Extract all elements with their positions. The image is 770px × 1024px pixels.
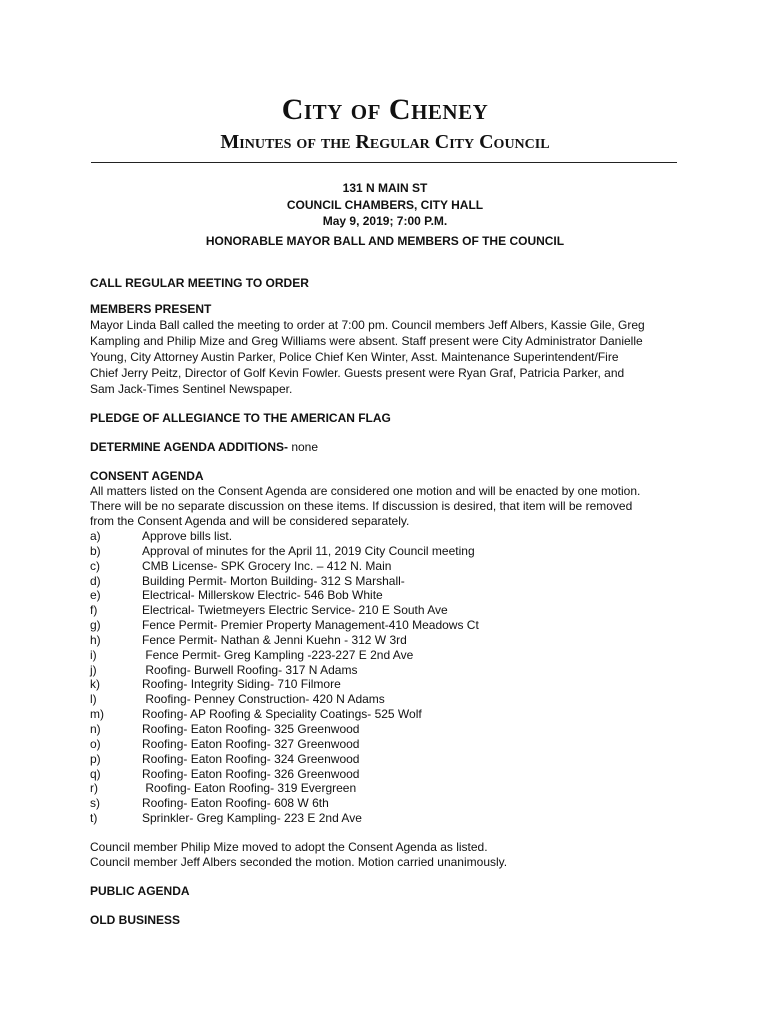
minutes-body: [90, 276, 685, 928]
consent-item: [90, 722, 685, 737]
call-to-order-heading: CALL REGULAR MEETING TO ORDER: [90, 276, 309, 290]
consent-item-letter: p): [90, 751, 101, 766]
pledge-heading: PLEDGE OF ALLEGIANCE TO THE AMERICAN FLAG: [90, 411, 391, 425]
motion-line: Council member Jeff Albers seconded the motion. Motion carried unanimously.: [90, 854, 508, 869]
header-divider: [91, 162, 677, 163]
motion-line: Council member Philip Mize moved to adopt the Consent Agenda as listed.: [90, 839, 488, 854]
consent-agenda-heading: CONSENT AGENDA: [90, 469, 204, 483]
consent-item-letter: b): [90, 543, 101, 558]
consent-item-letter: d): [90, 573, 101, 588]
consent-item-text: Fence Permit- Nathan & Jenni Kuehn - 312 W 3rd: [142, 632, 407, 647]
consent-item-text: Roofing- Burwell Roofing- 317 N Adams: [142, 662, 358, 677]
consent-item-letter: h): [90, 632, 101, 647]
consent-item-letter: s): [90, 796, 100, 811]
agenda-additions: [90, 440, 685, 455]
consent-item: [90, 618, 685, 633]
consent-item-letter: g): [90, 618, 101, 633]
agenda-additions-heading: DETERMINE AGENDA ADDITIONS-: [90, 440, 288, 454]
consent-item: [90, 752, 685, 767]
consent-item-text: Fence Permit- Premier Property Management-410 Meadows Ct: [142, 618, 479, 633]
consent-item-letter: o): [90, 736, 101, 751]
document-header: [0, 92, 770, 154]
consent-item: [90, 811, 685, 826]
consent-item: [90, 603, 685, 618]
consent-item-letter: m): [90, 707, 104, 722]
consent-item-letter: r): [90, 781, 98, 796]
consent-item: [90, 574, 685, 589]
consent-item-text: Roofing- Eaton Roofing- 324 Greenwood: [142, 751, 360, 766]
document-subtitle: Minutes of the Regular City Council: [220, 131, 550, 153]
consent-item: [90, 544, 685, 559]
old-business-heading: OLD BUSINESS: [90, 912, 181, 927]
consent-item-text: CMB License- SPK Grocery Inc. – 412 N. Main: [142, 558, 392, 573]
consent-item-text: Fence Permit- Greg Kampling -223-227 E 2nd Ave: [142, 647, 414, 662]
consent-item-text: Roofing- Eaton Roofing- 319 Evergreen: [142, 781, 357, 796]
consent-item-letter: j): [90, 662, 97, 677]
text-line: Chief Jerry Peitz, Director of Golf Kevin Fowler. Guests present were Ryan Graf, Patricia Parker, and: [90, 366, 625, 380]
consent-item-text: Roofing- Eaton Roofing- 325 Greenwood: [142, 721, 360, 736]
consent-item-letter: c): [90, 558, 100, 573]
consent-item: [90, 559, 685, 574]
consent-item-letter: i): [90, 647, 97, 662]
consent-item: [90, 796, 685, 811]
agenda-additions-value: none: [288, 440, 319, 454]
members-present-text: [90, 317, 685, 397]
consent-motion: [90, 840, 685, 870]
consent-item: [90, 737, 685, 752]
consent-item: [90, 707, 685, 722]
consent-item-text: Roofing- Eaton Roofing- 326 Greenwood: [142, 766, 360, 781]
consent-item-text: Roofing- AP Roofing & Speciality Coatings- 525 Wolf: [142, 707, 422, 722]
consent-item-text: Sprinkler- Greg Kampling- 223 E 2nd Ave: [142, 811, 362, 826]
consent-item-text: Roofing- Eaton Roofing- 608 W 6th: [142, 796, 329, 811]
consent-item: [90, 633, 685, 648]
consent-item-text: Building Permit- Morton Building- 312 S Marshall-: [142, 573, 405, 588]
consent-item: [90, 767, 685, 782]
address-line: 131 N MAIN ST: [342, 181, 428, 195]
consent-agenda-intro: [90, 484, 685, 529]
consent-item-text: Roofing- Eaton Roofing- 327 Greenwood: [142, 736, 360, 751]
consent-item-text: Approve bills list.: [142, 529, 233, 543]
consent-item: [90, 663, 685, 678]
public-agenda-heading: PUBLIC AGENDA: [90, 883, 190, 898]
address-line: COUNCIL CHAMBERS, CITY HALL: [286, 197, 484, 212]
consent-item-text: Electrical- Millerskow Electric- 546 Bob White: [142, 588, 383, 603]
meeting-date: May 9, 2019; 7:00 P.M.: [322, 214, 448, 228]
consent-item-letter: l): [90, 692, 97, 707]
consent-item-text: Roofing- Penney Construction- 420 N Adams: [142, 692, 385, 707]
honorable-line: HONORABLE MAYOR BALL AND MEMBERS OF THE COUNCIL: [205, 234, 565, 248]
text-line: Mayor Linda Ball called the meeting to order at 7:00 pm. Council members Jeff Albers, Kassie Gile, Greg: [90, 318, 645, 332]
consent-item: [90, 677, 685, 692]
consent-item: [90, 648, 685, 663]
consent-item: [90, 588, 685, 603]
text-line: There will be no separate discussion on these items. If discussion is desired, that item will be removed: [90, 499, 633, 513]
text-line: Young, City Attorney Austin Parker, Police Chief Ken Winter, Asst. Maintenance Superintendent/Fire: [90, 350, 619, 364]
consent-item: [90, 692, 685, 707]
text-line: All matters listed on the Consent Agenda are considered one motion and will be enacted by one motion.: [90, 484, 641, 498]
consent-item: [90, 529, 685, 544]
consent-item-text: Approval of minutes for the April 11, 2019 City Council meeting: [142, 543, 475, 558]
consent-item: [90, 781, 685, 796]
consent-item-letter: t): [90, 811, 98, 826]
consent-item-letter: k): [90, 677, 100, 692]
consent-item-letter: q): [90, 766, 101, 781]
text-line: Kampling and Philip Mize and Greg Williams were absent. Staff present were City Administrator Danielle: [90, 334, 643, 348]
members-present-heading: MEMBERS PRESENT: [90, 302, 212, 316]
consent-agenda-items: [90, 529, 685, 826]
consent-item-letter: a): [90, 529, 101, 543]
meeting-address: [0, 180, 770, 230]
text-line: Sam Jack-Times Sentinel Newspaper.: [90, 382, 293, 396]
consent-item-letter: f): [90, 603, 98, 618]
consent-item-letter: e): [90, 588, 101, 603]
document-title: City of Cheney: [281, 93, 489, 126]
consent-item-text: Roofing- Integrity Siding- 710 Filmore: [142, 677, 341, 692]
consent-item-letter: n): [90, 721, 101, 736]
text-line: from the Consent Agenda and will be considered separately.: [90, 514, 410, 528]
consent-item-text: Electrical- Twietmeyers Electric Service- 210 E South Ave: [142, 603, 448, 618]
